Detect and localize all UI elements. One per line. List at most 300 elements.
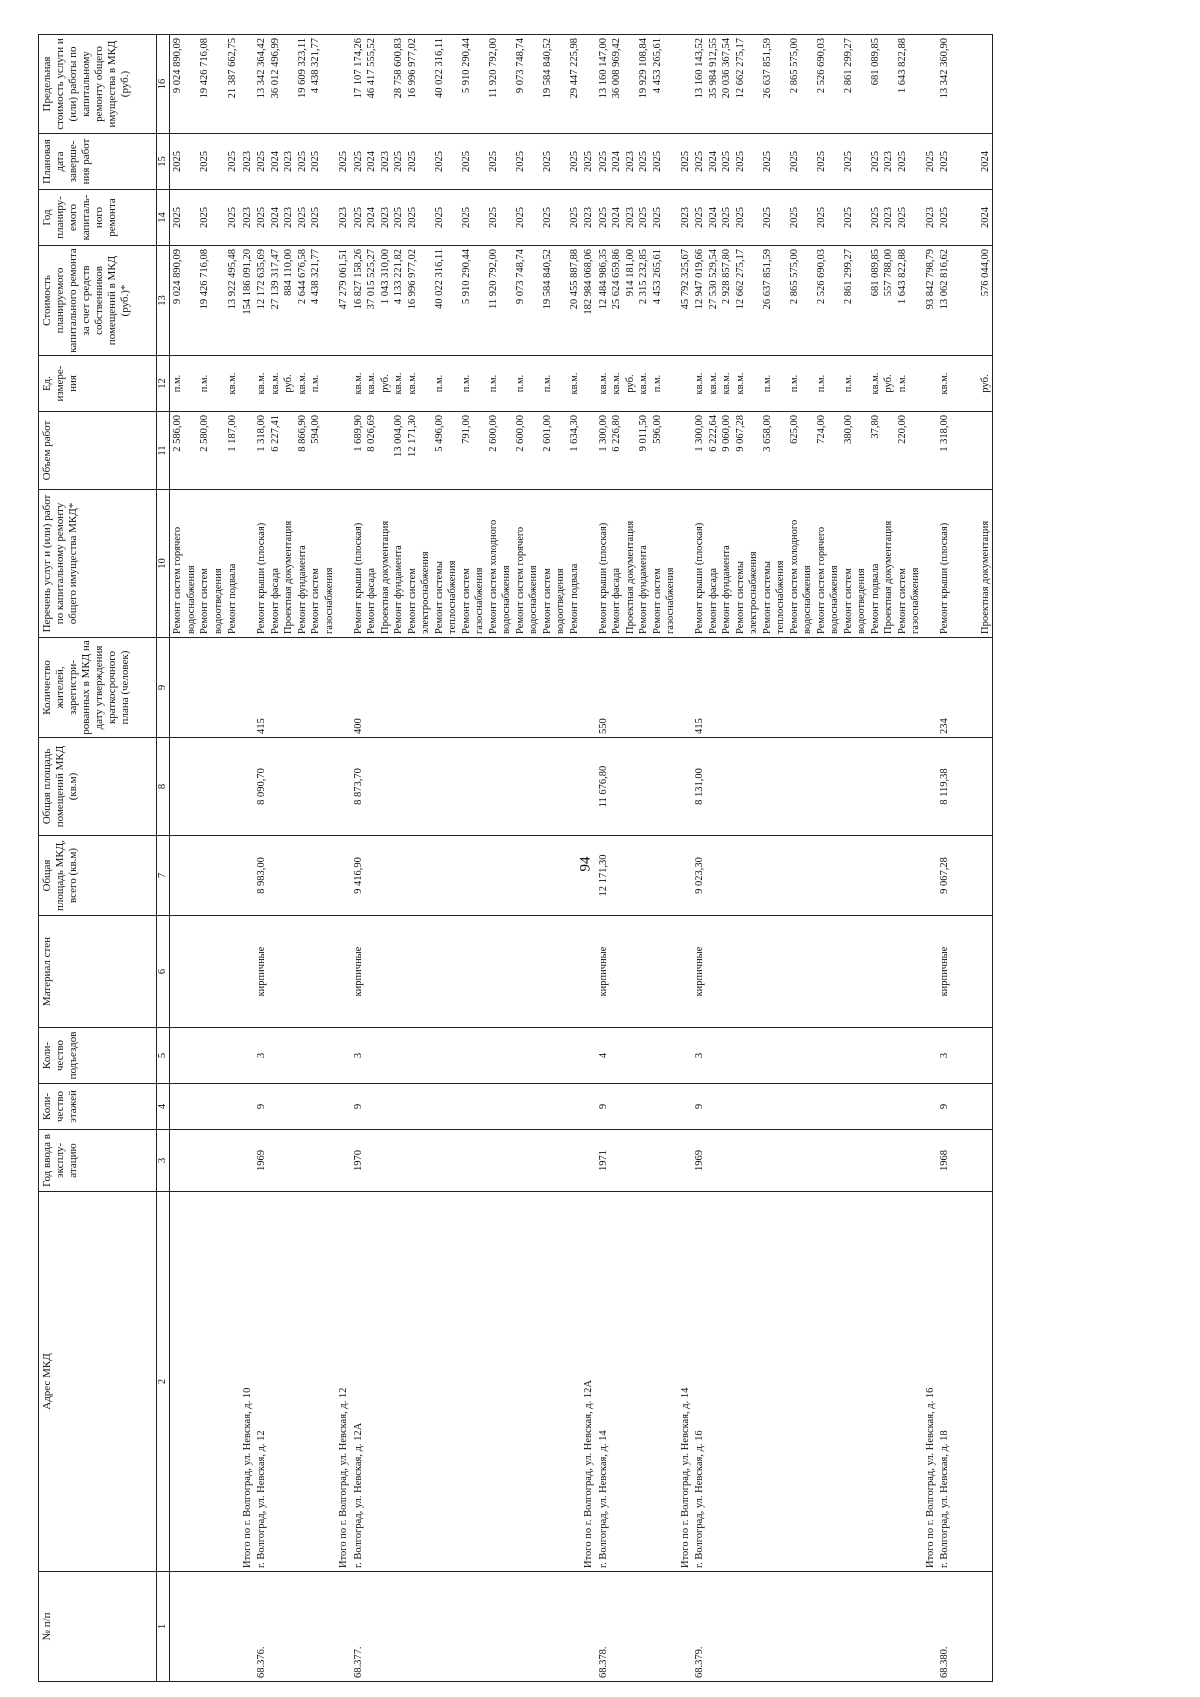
- planned-cost: 9 073 748,74: [514, 249, 526, 305]
- unit-of-measure-cell: [240, 356, 255, 412]
- work-volume: 8 026,69: [366, 415, 377, 452]
- resident-count-cell: [596, 638, 678, 738]
- completion-date-cell: [692, 134, 923, 190]
- wall-material-cell: [596, 916, 678, 1028]
- total-area: [241, 839, 255, 912]
- max-cost-cell: [596, 35, 678, 134]
- wall-material-cell: [351, 916, 582, 1028]
- work-item: газоснабжения: [910, 567, 921, 634]
- entrance-count-cell: [225, 1028, 240, 1084]
- wall-material-cell: [240, 916, 255, 1028]
- work-item: Ремонт фасада: [269, 567, 281, 634]
- work-volume: [212, 415, 226, 486]
- commission-year-cell: [692, 1130, 923, 1192]
- planned-year-cell: [923, 190, 938, 246]
- planned-year: 2025: [788, 207, 800, 228]
- row-number-cell: [923, 1572, 938, 1682]
- planned-cost-cell: [254, 246, 336, 356]
- resident-count-cell: [678, 638, 693, 738]
- work-item-cell: [240, 490, 255, 638]
- max-cost-cell: [692, 35, 923, 134]
- planned-cost: 4 438 321,77: [310, 249, 321, 305]
- premises-area: 8 873,70: [352, 768, 364, 805]
- resident-count-cell: [254, 638, 336, 738]
- unit-of-measure: [679, 359, 693, 408]
- address: Итого по г. Волгоград, ул. Невская, д. 10: [241, 1387, 253, 1568]
- floor-count: 9: [597, 1103, 609, 1110]
- completion-date: 2025: [256, 151, 267, 172]
- work-item: электроснабжения: [420, 551, 431, 634]
- premises-area: [924, 741, 938, 832]
- work-item: водоснабжения: [829, 565, 840, 634]
- table-row: [336, 35, 351, 1682]
- work-volume: 9 067,28: [734, 415, 746, 452]
- planned-cost: 884 110,00: [283, 249, 294, 296]
- max-cost: 21 387 662,75: [227, 38, 238, 99]
- commission-year-cell: [225, 1130, 240, 1192]
- planned-year: [527, 193, 541, 242]
- unit-of-measure-cell: [225, 356, 240, 412]
- work-volume: 6 226,80: [611, 415, 622, 452]
- row-number-cell: [596, 1572, 678, 1682]
- max-cost: 20 036 367,54: [721, 38, 732, 99]
- floor-count: 9: [694, 1103, 705, 1110]
- premises-area: 11 676,80: [597, 765, 609, 808]
- completion-date: 2025: [734, 151, 746, 172]
- max-cost: 26 637 851,59: [761, 38, 773, 99]
- work-volume: [527, 415, 541, 486]
- address-cell: [170, 1192, 226, 1572]
- commission-year: 1968: [939, 1150, 950, 1171]
- commission-year: 1971: [597, 1150, 609, 1171]
- commission-year-cell: [240, 1130, 255, 1192]
- total-area-cell: [254, 836, 336, 916]
- completion-date: [664, 137, 678, 186]
- address-cell: [336, 1192, 351, 1572]
- entrance-count-cell: [240, 1028, 255, 1084]
- work-item: Ремонт систем: [199, 568, 210, 634]
- planned-year: 2023: [583, 207, 594, 228]
- entrance-count-cell: [937, 1028, 993, 1084]
- completion-date: 2024: [979, 151, 991, 172]
- completion-date: 2025: [541, 151, 553, 172]
- floor-count-cell: [678, 1084, 693, 1130]
- table-row: [170, 35, 226, 1682]
- planned-year-cell: [170, 190, 226, 246]
- work-volume: 220,00: [896, 415, 908, 444]
- address: г. Волгоград, ул. Невская, д. 14: [597, 1430, 609, 1568]
- max-cost: [801, 38, 815, 130]
- planned-year: [554, 193, 568, 242]
- commission-year-cell: [923, 1130, 938, 1192]
- work-item: водоотведения: [555, 568, 566, 634]
- planned-year: 2025: [393, 207, 404, 228]
- unit-of-measure: п.м.: [487, 374, 499, 393]
- planned-cost: [419, 249, 433, 352]
- unit-of-measure: кв.м.: [256, 372, 267, 395]
- work-item: Ремонт фундамента: [296, 545, 308, 634]
- completion-date: 2024: [707, 151, 719, 172]
- entrance-count: [679, 1031, 693, 1080]
- commission-year-cell: [937, 1130, 993, 1192]
- page-number: 94: [577, 856, 594, 872]
- completion-date: 2025: [896, 151, 908, 172]
- max-cost: 4 453 265,61: [651, 38, 663, 94]
- column-number: 7: [157, 836, 170, 916]
- entrance-count: [226, 1031, 240, 1080]
- planned-cost: [212, 249, 226, 352]
- max-cost: 2 861 299,27: [842, 38, 854, 94]
- resident-count: [241, 641, 255, 734]
- wall-material: кирпичные: [597, 946, 609, 997]
- column-number: 13: [157, 246, 170, 356]
- work-item-cell: [581, 490, 596, 638]
- unit-of-measure: [747, 359, 761, 408]
- completion-date: 2023: [283, 151, 294, 172]
- max-cost: 681 089,85: [869, 38, 881, 86]
- work-item: водоотведения: [856, 568, 867, 634]
- premises-area-cell: [240, 738, 255, 836]
- capital-repair-table: [38, 34, 993, 1682]
- commission-year-cell: [336, 1130, 351, 1192]
- work-item: [965, 493, 979, 634]
- planned-year: [801, 193, 815, 242]
- work-volume: [379, 415, 393, 486]
- table-row: [581, 35, 596, 1682]
- planned-cost: 27 139 317,47: [269, 249, 281, 310]
- completion-date: 2025: [406, 151, 418, 172]
- planned-year: 2025: [296, 207, 308, 228]
- planned-year: 2025: [638, 207, 649, 228]
- planned-year: [828, 193, 842, 242]
- work-volume: [337, 415, 351, 486]
- completion-date: 2024: [269, 151, 281, 172]
- column-number: 15: [157, 134, 170, 190]
- planned-year: 2025: [256, 207, 267, 228]
- entrance-count-cell: [581, 1028, 596, 1084]
- work-item: Ремонт системы: [433, 561, 445, 634]
- total-area: 8 983,00: [256, 857, 267, 894]
- planned-year: [965, 193, 979, 242]
- max-cost: 13 160 143,52: [694, 38, 705, 99]
- work-volume: [554, 415, 568, 486]
- floor-count-cell: [351, 1084, 582, 1130]
- planned-cost: 16 827 158,26: [352, 249, 364, 310]
- unit-of-measure: [909, 359, 923, 408]
- floor-count: [337, 1087, 351, 1126]
- total-area-cell: [336, 836, 351, 916]
- premises-area-cell: [596, 738, 678, 836]
- planned-cost: 12 947 019,66: [694, 249, 705, 310]
- planned-cost: 37 015 525,27: [366, 249, 377, 310]
- planned-cost: 4 133 221,82: [393, 249, 404, 305]
- unit-of-measure: п.м.: [310, 374, 321, 393]
- column-number: 16: [157, 35, 170, 134]
- row-number-cell: [170, 1572, 226, 1682]
- unit-of-measure-cell: [596, 356, 678, 412]
- max-cost: 9 024 890,09: [172, 38, 183, 94]
- work-item: Ремонт систем горячего: [514, 526, 526, 634]
- wall-material-cell: [923, 916, 938, 1028]
- row-number: [171, 1575, 185, 1678]
- work-volume: 2 600,00: [487, 415, 499, 452]
- planned-year: 2025: [227, 207, 238, 228]
- floor-count-cell: [170, 1084, 226, 1130]
- floor-count: [241, 1087, 255, 1126]
- planned-year-cell: [678, 190, 693, 246]
- planned-year: 2025: [514, 207, 526, 228]
- unit-of-measure: [664, 359, 678, 408]
- planned-year: 2025: [310, 207, 321, 228]
- work-item: Ремонт системы: [734, 561, 746, 634]
- column-header: Ед. измере- ния: [39, 356, 157, 412]
- work-item: Ремонт систем: [460, 568, 472, 634]
- completion-date: 2025: [199, 151, 210, 172]
- entrance-count-cell: [351, 1028, 582, 1084]
- planned-year: 2023: [241, 207, 253, 228]
- work-volume: 13 004,00: [393, 415, 404, 457]
- max-cost: 4 438 321,77: [310, 38, 321, 94]
- planned-cost: [747, 249, 761, 352]
- address-cell: [923, 1192, 938, 1572]
- work-item-cell: [596, 490, 678, 638]
- premises-area: [337, 741, 351, 832]
- column-number: 9: [157, 638, 170, 738]
- planned-cost: [952, 249, 966, 352]
- floor-count: [582, 1087, 596, 1126]
- premises-area-cell: [923, 738, 938, 836]
- unit-of-measure: п.м.: [815, 374, 827, 393]
- premises-area-cell: [336, 738, 351, 836]
- completion-date: 2024: [366, 151, 377, 172]
- wall-material-cell: [225, 916, 240, 1028]
- completion-date: [212, 137, 226, 186]
- planned-cost: 20 455 887,88: [568, 249, 580, 310]
- planned-cost: [446, 249, 460, 352]
- max-cost: 46 417 555,52: [366, 38, 377, 99]
- row-number: [226, 1575, 240, 1678]
- column-header: Предельная стоимость услуги и (или) работы по капитальному ремонту общего имущества в МКД (руб.): [39, 35, 157, 134]
- column-number: 4: [157, 1084, 170, 1130]
- planned-year: [419, 193, 433, 242]
- planned-cost: 12 484 986,35: [597, 249, 609, 310]
- unit-of-measure: кв.м.: [568, 372, 580, 395]
- planned-year: [909, 193, 923, 242]
- work-volume: 594,00: [310, 415, 321, 444]
- unit-of-measure: п.м.: [514, 374, 526, 393]
- row-number-cell: [937, 1572, 993, 1682]
- work-volume: 2 580,00: [199, 415, 210, 452]
- planned-cost: 1 043 310,00: [379, 249, 391, 305]
- planned-year: [323, 193, 337, 242]
- total-area-cell: [351, 836, 582, 916]
- completion-date: 2025: [487, 151, 499, 172]
- planned-cost: 9 024 890,09: [172, 249, 183, 305]
- planned-year: 2025: [352, 207, 364, 228]
- row-number: [679, 1575, 693, 1678]
- entrance-count: 3: [352, 1052, 364, 1059]
- address-cell: [692, 1192, 923, 1572]
- planned-cost: 26 637 851,59: [761, 249, 773, 310]
- work-volume: [185, 415, 199, 486]
- planned-year: 2025: [406, 207, 418, 228]
- premises-area-cell: [170, 738, 226, 836]
- completion-date: [323, 137, 337, 186]
- unit-of-measure: кв.м.: [939, 372, 950, 395]
- max-cost-cell: [254, 35, 336, 134]
- unit-of-measure: [323, 359, 337, 408]
- planned-cost: 914 181,00: [624, 249, 636, 297]
- table-header: [39, 35, 170, 1682]
- work-volume: 6 227,41: [269, 415, 281, 452]
- work-volume: [446, 415, 460, 486]
- work-volume: 37,80: [869, 415, 881, 439]
- planned-cost: [500, 249, 514, 352]
- unit-of-measure: п.м.: [788, 374, 800, 393]
- completion-date: 2025: [869, 151, 881, 172]
- work-item: Ремонт подвала: [869, 563, 881, 634]
- unit-of-measure: кв.м.: [393, 372, 404, 395]
- completion-date: 2025: [352, 151, 364, 172]
- floor-count-cell: [692, 1084, 923, 1130]
- wall-material: кирпичные: [694, 946, 705, 997]
- work-volume: 9 011,50: [638, 415, 649, 452]
- total-area: 9 416,90: [352, 857, 364, 894]
- work-item: газоснабжения: [665, 567, 676, 634]
- max-cost: [527, 38, 541, 130]
- total-area: [679, 839, 693, 912]
- resident-count-cell: [240, 638, 255, 738]
- planned-year-cell: [937, 190, 993, 246]
- address-cell: [351, 1192, 582, 1572]
- total-area-cell: [937, 836, 993, 916]
- planned-year: 2024: [366, 207, 377, 228]
- resident-count-cell: [170, 638, 226, 738]
- resident-count: 234: [939, 718, 950, 734]
- max-cost: 17 107 174,26: [352, 38, 364, 99]
- max-cost: 13 342 360,90: [939, 38, 950, 99]
- unit-of-measure: кв.м.: [269, 372, 281, 395]
- floor-count: [226, 1087, 240, 1126]
- planned-cost: 154 186 091,20: [241, 249, 253, 315]
- unit-of-measure: [241, 359, 255, 408]
- work-item: водоснабжения: [528, 565, 539, 634]
- work-volume: 625,00: [788, 415, 800, 444]
- work-item: Ремонт систем холодного: [788, 519, 800, 634]
- work-volume: [828, 415, 842, 486]
- premises-area: [171, 741, 185, 832]
- commission-year-cell: [254, 1130, 336, 1192]
- floor-count-cell: [937, 1084, 993, 1130]
- entrance-count-cell: [596, 1028, 678, 1084]
- unit-of-measure: руб.: [624, 374, 636, 393]
- row-number: [924, 1575, 938, 1678]
- address: Итого по г. Волгоград, ул. Невская, д. 14: [679, 1387, 691, 1568]
- work-item: [337, 493, 351, 634]
- completion-date: 2023: [624, 151, 636, 172]
- completion-date: [855, 137, 869, 186]
- max-cost: 19 609 323,11: [296, 38, 308, 98]
- work-item: Проектная документация: [979, 520, 991, 634]
- table-row: [254, 35, 336, 1682]
- max-cost: [500, 38, 514, 130]
- planned-year: 2023: [338, 207, 349, 228]
- entrance-count-cell: [678, 1028, 693, 1084]
- completion-date: 2025: [433, 151, 445, 172]
- floor-count-cell: [596, 1084, 678, 1130]
- max-cost: 11 920 792,00: [487, 38, 499, 98]
- wall-material: кирпичные: [352, 946, 364, 997]
- table-row: [937, 35, 993, 1682]
- work-volume: [282, 415, 296, 486]
- completion-date: 2025: [227, 151, 238, 172]
- total-area: [337, 839, 351, 912]
- completion-date: 2025: [721, 151, 732, 172]
- planned-year: 2025: [460, 207, 472, 228]
- max-cost: 29 447 225,98: [568, 38, 580, 99]
- column-header: № п/п: [39, 1572, 157, 1682]
- planned-year-cell: [240, 190, 255, 246]
- work-item: Ремонт систем: [406, 568, 418, 634]
- entrance-count: [171, 1031, 185, 1080]
- completion-date: 2025: [694, 151, 705, 172]
- address: г. Волгоград, ул. Невская, д. 12А: [352, 1422, 364, 1568]
- unit-of-measure: [924, 359, 938, 408]
- max-cost: [212, 38, 226, 130]
- wall-material: [924, 919, 938, 1024]
- row-number: 68.378.: [597, 1646, 609, 1678]
- unit-of-measure: кв.м.: [352, 372, 364, 395]
- entrance-count: 4: [597, 1052, 609, 1059]
- column-header: Перечень услуг и (или) работ по капитальному ремонту общего имущества МКД*: [39, 490, 157, 638]
- planned-cost: [554, 249, 568, 352]
- max-cost: [379, 38, 393, 130]
- resident-count-cell: [336, 638, 351, 738]
- work-volume: 3 658,00: [761, 415, 773, 452]
- address: Итого по г. Волгоград, ул. Невская, д. 12А: [583, 1380, 594, 1568]
- completion-date: [909, 137, 923, 186]
- planned-cost: 16 996 977,02: [406, 249, 418, 310]
- completion-date-cell: [351, 134, 582, 190]
- planned-year: 2025: [896, 207, 908, 228]
- planned-cost: 13 062 816,62: [939, 249, 950, 310]
- planned-cost: 4 453 265,61: [651, 249, 663, 305]
- completion-date: [774, 137, 788, 186]
- entrance-count: 3: [694, 1052, 705, 1059]
- unit-of-measure: [965, 359, 979, 408]
- floor-count: [679, 1087, 693, 1126]
- unit-of-measure: п.м.: [199, 374, 210, 393]
- unit-of-measure-cell: [692, 356, 923, 412]
- work-item: Ремонт крыши (плоская): [939, 522, 950, 634]
- work-item-cell: [254, 490, 336, 638]
- work-volume: [774, 415, 788, 486]
- work-item-cell: [225, 490, 240, 638]
- row-number: 68.377.: [352, 1646, 364, 1678]
- floor-count-cell: [225, 1084, 240, 1130]
- premises-area: [241, 741, 255, 832]
- work-volume: [664, 415, 678, 486]
- rotated-table-frame: [38, 35, 1188, 1682]
- work-item: газоснабжения: [474, 567, 485, 634]
- completion-date: [473, 137, 487, 186]
- work-item: [952, 493, 966, 634]
- column-header: Стоимость планируемого капитального ремонта за счет средств собственников помещений в МКД (руб.)*: [39, 246, 157, 356]
- work-volume: 1 318,00: [256, 415, 267, 452]
- work-item: [582, 493, 596, 634]
- work-item: Ремонт крыши (плоская): [352, 522, 364, 634]
- work-item: Ремонт подвала: [568, 563, 580, 634]
